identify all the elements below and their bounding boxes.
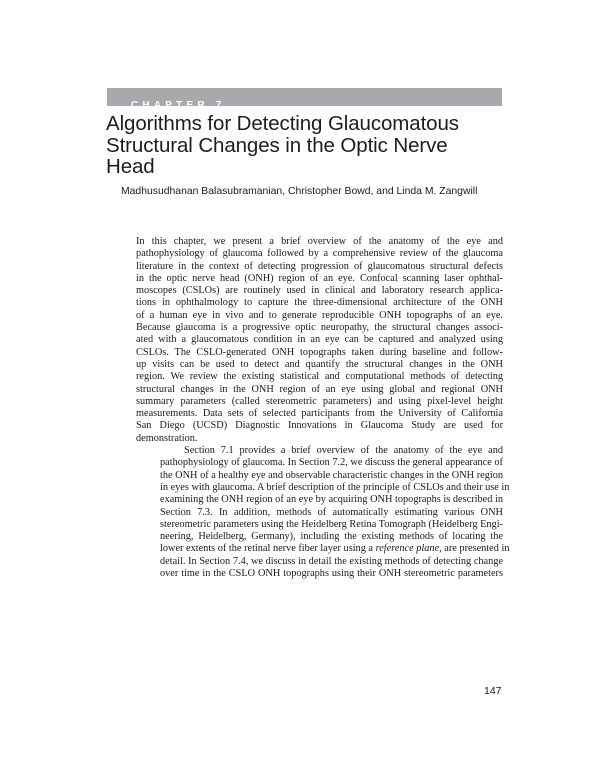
text-line: up visits can be used to detect and quantify the structural changes in the ONH bbox=[136, 358, 503, 370]
chapter-label: CHAPTER 7 bbox=[131, 100, 226, 111]
italic-term: reference plane bbox=[375, 543, 440, 555]
paragraph-intro bbox=[136, 236, 503, 445]
text-line: over time in the CSLO ONH topographs using their ONH stereometric parameters bbox=[160, 568, 503, 580]
text-line: the ONH of a healthy eye and observable characteristic changes in the ONH region bbox=[160, 469, 503, 481]
text-line: tions in ophthalmology to capture the three-dimensional architecture of the ONH bbox=[136, 297, 503, 309]
chapter-title bbox=[106, 113, 526, 178]
text-line: Because glaucoma is a progressive optic neuropathy, the structural changes associ- bbox=[136, 322, 503, 334]
text-line: pathophysiology of glaucoma. In Section 7.2, we discuss the general appearance of bbox=[160, 457, 503, 469]
text-line: neering, Heidelberg, Germany), including the existing methods of locating the bbox=[160, 531, 503, 543]
text-line: CSLOs. The CSLO-generated ONH topographs taken during baseline and follow- bbox=[136, 346, 503, 358]
text-line: examining the ONH region of an eye by acquiring ONH topographs is described in bbox=[160, 494, 503, 506]
text-line: demonstration. bbox=[136, 432, 198, 444]
text-line: stereometric parameters using the Heidelberg Retina Tomograph (Heidelberg Engi- bbox=[160, 518, 503, 530]
text-line: structural changes in the ONH region of an eye using global and regional ONH bbox=[136, 383, 503, 395]
text-segment: lower extents of the retinal nerve fiber layer using a bbox=[160, 543, 376, 555]
chapter-title-line: Head bbox=[106, 155, 155, 178]
text-line: in eyes with glaucoma. A brief description of the principle of CSLOs and their use in bbox=[160, 481, 510, 493]
paragraph-sections bbox=[136, 445, 510, 580]
page-number: 147 bbox=[484, 685, 502, 697]
text-line: Section 7.1 provides a brief overview of the anatomy of the eye and bbox=[184, 445, 503, 457]
text-segment: , are presented in bbox=[439, 543, 510, 555]
text-line: In this chapter, we present a brief overview of the anatomy of the eye and bbox=[136, 236, 503, 247]
text-line: ated with a glaucomatous condition in an eye can be captured and analyzed using bbox=[136, 334, 503, 346]
text-line: pathophysiology of glaucoma followed by a comprehensive review of the glaucoma bbox=[136, 248, 503, 260]
text-line: in the optic nerve head (ONH) region of an eye. Confocal scanning laser ophthal- bbox=[136, 272, 503, 284]
text-line: region. We review the existing statistical and computational methods of detecting bbox=[136, 371, 503, 383]
text-line: measurements. Data sets of selected participants from the University of California bbox=[136, 408, 503, 420]
chapter-title-line: Algorithms for Detecting Glaucomatous bbox=[106, 112, 459, 135]
chapter-authors: Madhusudhanan Balasubramanian, Christopher Bowd, and Linda M. Zangwill bbox=[121, 186, 478, 197]
text-line: literature in the context of detecting progression of glaucomatous structural defects bbox=[136, 260, 503, 272]
text-line: moscopes (CSLOs) are routinely used in clinical and laboratory research applica- bbox=[136, 285, 503, 297]
text-line-with-italic bbox=[136, 543, 510, 555]
body-text bbox=[136, 236, 510, 580]
text-line: detail. In Section 7.4, we discuss in detail the existing methods of detecting change bbox=[160, 555, 503, 567]
text-line: San Diego (UCSD) Diagnostic Innovations in Glaucoma Study are used for bbox=[136, 420, 503, 432]
chapter-title-line: Structural Changes in the Optic Nerve bbox=[106, 133, 448, 157]
text-line: Section 7.3. In addition, methods of automatically estimating various ONH bbox=[160, 506, 503, 518]
text-line: summary parameters (called stereometric parameters) and using pixel-level height bbox=[136, 395, 503, 407]
text-line: of a human eye in vivo and to generate reproducible ONH topographs of an eye. bbox=[136, 309, 503, 321]
